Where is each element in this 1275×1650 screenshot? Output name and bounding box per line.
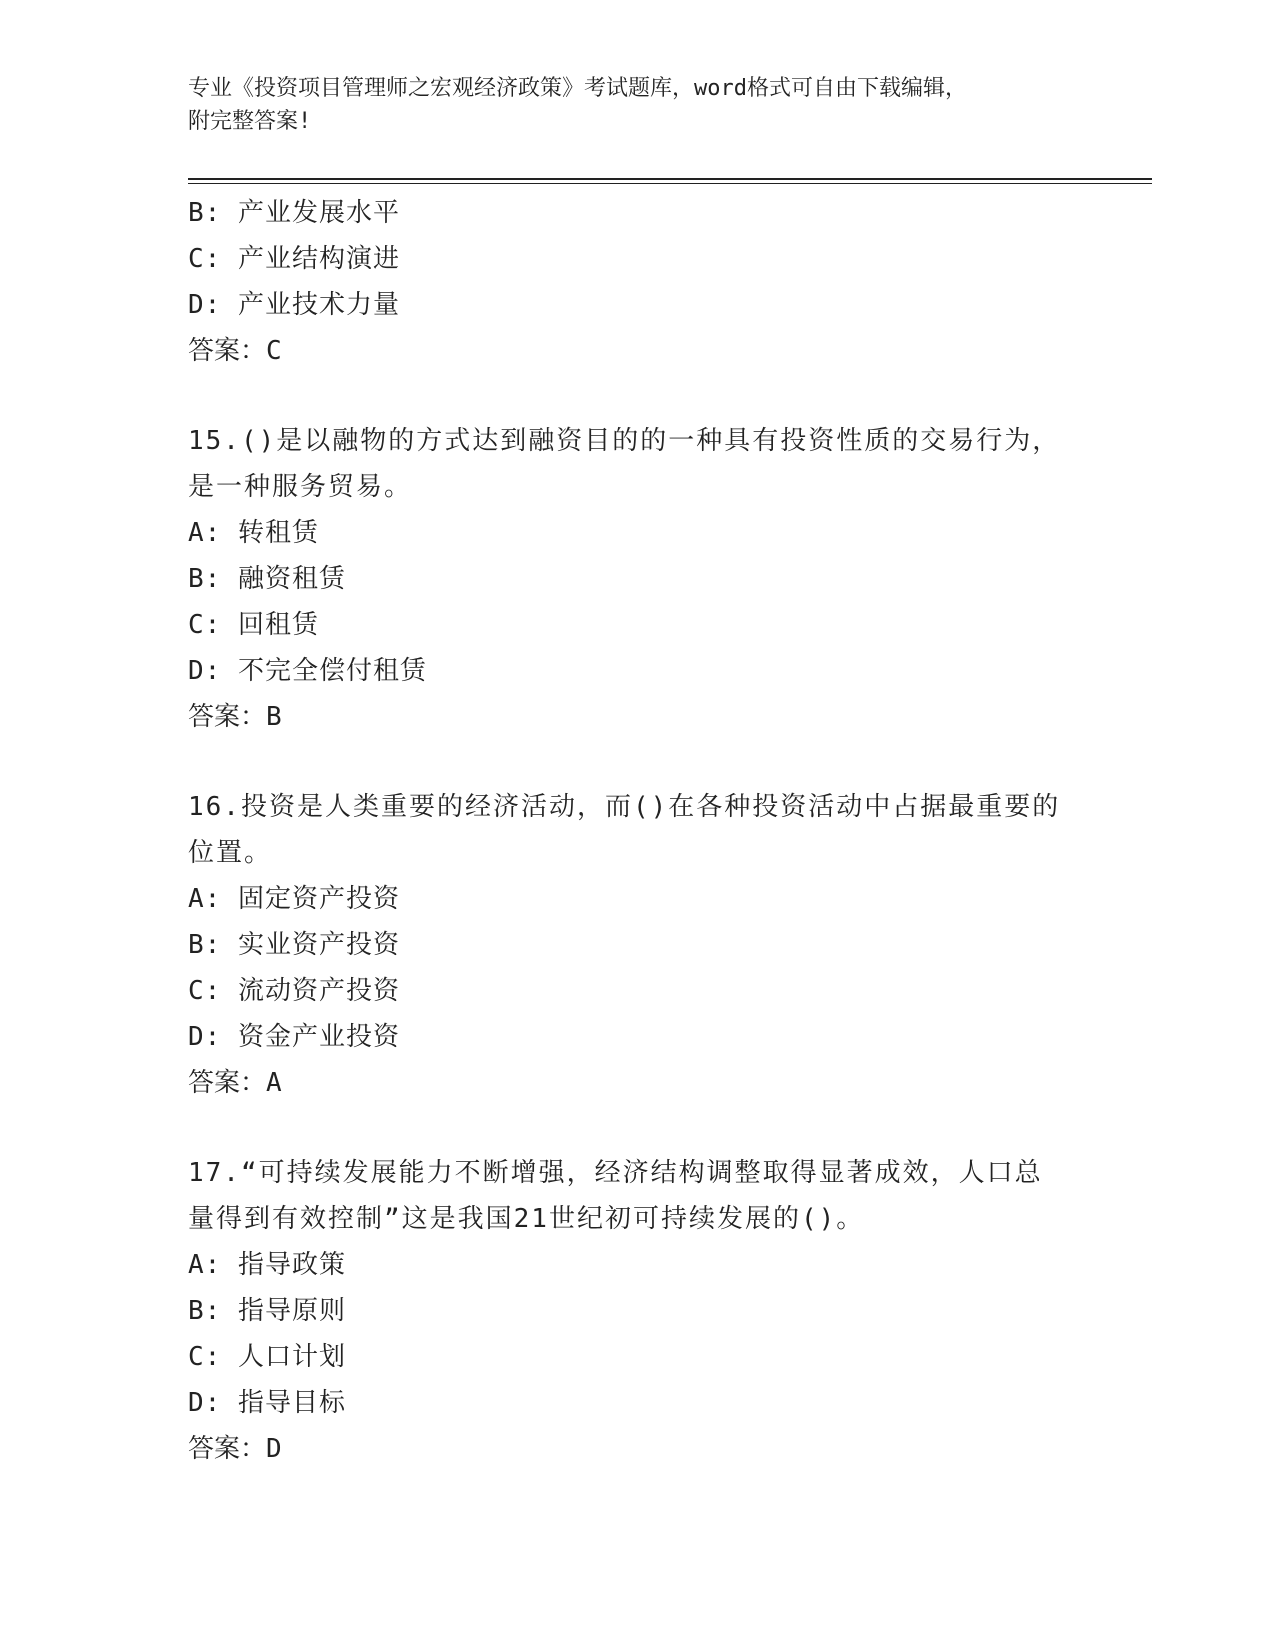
answer-value: D [266,1434,282,1464]
answer-value: C [266,336,282,366]
answer-line [188,328,1088,374]
answer-label: 答案： [188,1434,267,1464]
answer-value: B [266,702,282,732]
option-c: C: 流动资产投资 [188,976,400,1006]
option-c: C: 人口计划 [188,1342,346,1372]
header-line-2: 附完整答案! [188,109,312,134]
option-d: D: 产业技术力量 [188,290,400,320]
question-content [188,190,1088,1472]
option-b: B: 融资租赁 [188,564,346,594]
option-a: A: 指导政策 [188,1250,346,1280]
answer-value: A [266,1068,282,1098]
option-d: D: 资金产业投资 [188,1022,400,1052]
option-b: B: 产业发展水平 [188,198,400,228]
option-d: D: 不完全偿付租赁 [188,656,427,686]
header-divider-thick [188,178,1152,180]
continued-question [188,190,1088,374]
option-c: C: 产业结构演进 [188,244,400,274]
question-17 [188,1150,1088,1472]
document-header [188,72,1068,138]
option-d: D: 指导目标 [188,1388,346,1418]
option-a: A: 转租赁 [188,518,319,548]
header-divider-thin [188,183,1152,184]
question-16 [188,784,1088,1106]
answer-label: 答案： [188,336,267,366]
question-text-line-1: 17.“可持续发展能力不断增强，经济结构调整取得显著成效，人口总 [188,1158,1043,1188]
answer-label: 答案： [188,702,267,732]
question-text-line-2: 量得到有效控制”这是我国21世纪初可持续发展的()。 [188,1204,865,1234]
answer-line [188,1426,1088,1472]
question-text-line-2: 位置。 [188,838,273,868]
option-c: C: 回租赁 [188,610,319,640]
answer-line [188,694,1088,740]
question-text-line-1: 16.投资是人类重要的经济活动，而()在各种投资活动中占据最重要的 [188,792,1061,822]
question-15 [188,418,1088,740]
answer-line [188,1060,1088,1106]
option-b: B: 指导原则 [188,1296,346,1326]
option-b: B: 实业资产投资 [188,930,400,960]
question-text-line-1: 15.()是以融物的方式达到融资目的的一种具有投资性质的交易行为， [188,426,1061,456]
question-text-line-2: 是一种服务贸易。 [188,472,413,502]
header-line-1: 专业《投资项目管理师之宏观经济政策》考试题库，word格式可自由下载编辑， [188,76,967,101]
option-a: A: 固定资产投资 [188,884,400,914]
answer-label: 答案： [188,1068,267,1098]
